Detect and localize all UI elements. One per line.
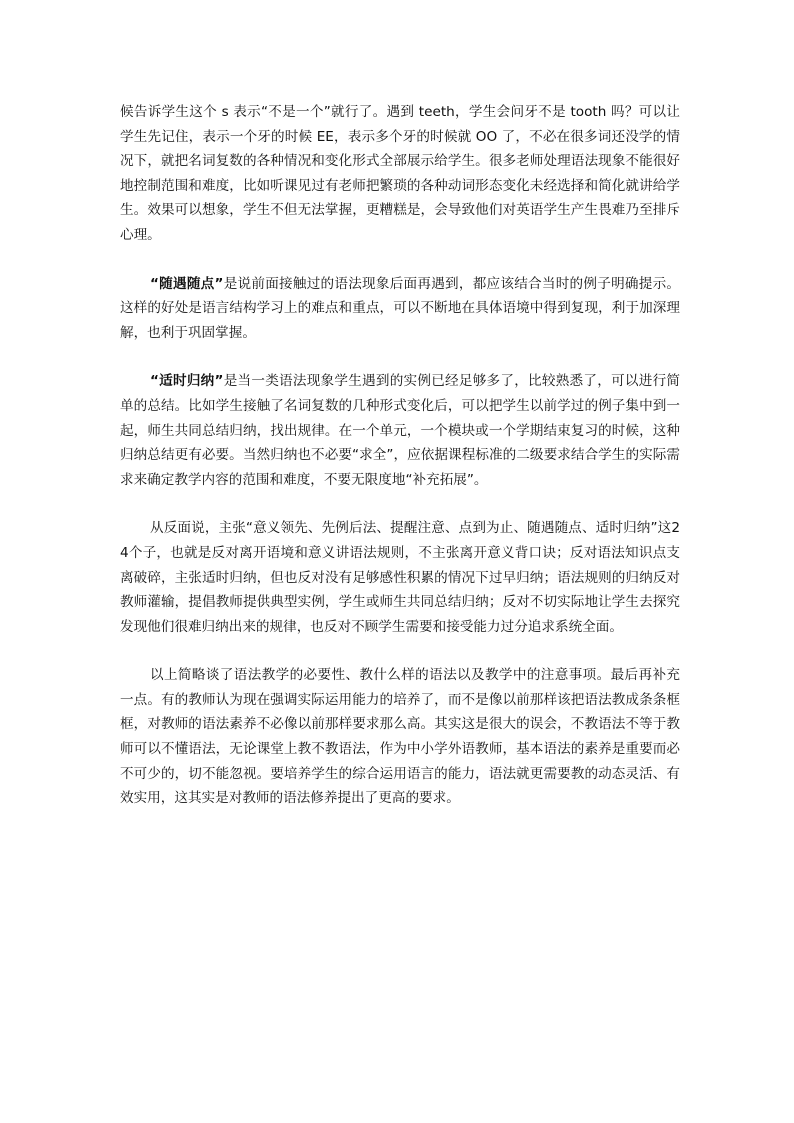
paragraph-5 — [120, 663, 680, 811]
paragraph-3 — [120, 369, 680, 492]
paragraph-4-text: 从反面说，主张“意义领先、先例后法、提醒注意、点到为止、随遇随点、适时归纳”这24个子，也就是反对离开语境和意义讲语法规则，不主张离开意义背口诀；反对语法知识点支离破碎，主张适时归纳，但也反对没有足够感性积累的情况下过早归纳；语法规则的归纳反对教师灌输，提倡教师提供典型实例，学生或师生共同总结归纳；反对不切实际地让学生去探究发现他们很难归纳出来的规律，也反对不顾学生需要和接受能力过分追求系统全面。 — [120, 520, 680, 635]
paragraph-3-text: 是当一类语法现象学生遇到的实例已经足够多了，比较熟悉了，可以进行简单的总结。比如学生接触了名词复数的几种形式变化后，可以把学生以前学过的例子集中到一起，师生共同总结归纳，找出规律。在一个单元，一个模块或一个学期结束复习的时候，这种归纳总结更有必要。当然归纳也不必要“求全”，应依据课程标准的二级要求结合学生的实际需求来确定教学内容的范围和难度，不要无限度地“补充拓展”。 — [120, 373, 680, 488]
paragraph-2-text: 是说前面接触过的语法现象后面再遇到，都应该结合当时的例子明确提示。这样的好处是语言结构学习上的难点和重点，可以不断地在具体语境中得到复现，利于加深理解，也利于巩固掌握。 — [120, 275, 680, 341]
paragraph-3-heading: “适时归纳” — [150, 373, 224, 390]
paragraph-1 — [120, 100, 680, 248]
paragraph-1-text: 候告诉学生这个 s 表示“不是一个”就行了。遇到 teeth，学生会问牙不是 tooth 吗？可以让学生先记住，表示一个牙的时候 EE，表示多个牙的时候就 OO 了，不必在很多词还没学的情况下，就把名词复数的各种情况和变化形式全部展示给学生。很多老师处理语法现象不能很好地控制范围和难度，比如听课见过有老师把繁琐的各种动词形态变化未经选择和简化就讲给学生。效果可以想象，学生不但无法掌握，更糟糕是，会导致他们对英语学生产生畏难乃至排斥心理。 — [120, 104, 680, 243]
paragraph-2-heading: “随遇随点” — [150, 275, 224, 292]
paragraph-5-text: 以上简略谈了语法教学的必要性、教什么样的语法以及教学中的注意事项。最后再补充一点。有的教师认为现在强调实际运用能力的培养了，而不是像以前那样该把语法教成条条框框，对教师的语法素养不必像以前那样要求那么高。其实这是很大的误会，不教语法不等于教师可以不懂语法，无论课堂上教不教语法，作为中小学外语教师，基本语法的素养是重要而必不可少的，切不能忽视。要培养学生的综合运用语言的能力，语法就更需要教的动态灵活、有效实用，这其实是对教师的语法修养提出了更高的要求。 — [120, 667, 680, 807]
paragraph-4 — [120, 516, 680, 639]
paragraph-2 — [120, 272, 680, 346]
document-body — [120, 100, 680, 835]
